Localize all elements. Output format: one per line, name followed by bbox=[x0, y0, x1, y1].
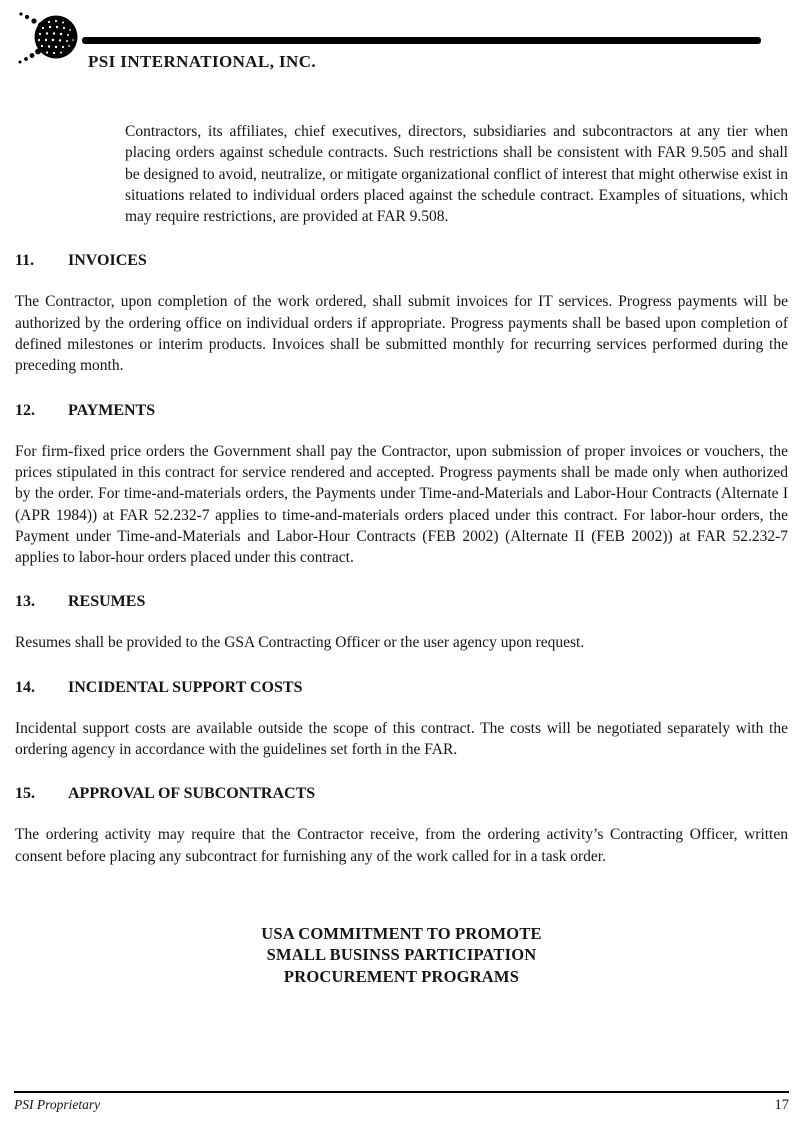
section-number: 15. bbox=[15, 785, 35, 803]
psi-dotted-globe-logo bbox=[16, 8, 80, 70]
continuation-paragraph: Contractors, its affiliates, chief executives, directors, subsidiaries and subcontractors at any tier when placing orders against schedule contracts. Such restrictions shall be consistent with FAR 9.505 and shall be designed to avoid, neutralize, or mitigate organizational conflict of interest that might otherwise exist in situations related to individual orders placed against the schedule contract. Examples of situations, which may require restrictions, are provided at FAR 9.508. bbox=[125, 123, 788, 226]
section-number: 12. bbox=[15, 401, 35, 419]
section-title: INCIDENTAL SUPPORT COSTS bbox=[68, 678, 303, 696]
page-number: 17 bbox=[774, 1097, 789, 1113]
section-incidental-support-costs bbox=[15, 677, 788, 761]
page-footer bbox=[14, 1091, 789, 1114]
section-paragraph: Incidental support costs are available outside the scope of this contract. The costs will be negotiated separately with the ordering agency in accordance with the guidelines set forth in the FAR. bbox=[15, 719, 788, 759]
section-number: 14. bbox=[15, 678, 35, 696]
closing-heading-line: USA COMMITMENT TO PROMOTE bbox=[261, 923, 542, 943]
section-paragraph: For firm-fixed price orders the Government shall pay the Contractor, upon submission of proper invoices or vouchers, the prices stipulated in this contract for service rendered and accepted. Progress payments shall be made only when authorized by the order. For time-and-materials orders, the Payments under Time-and-Materials and Labor-Hour Contracts (Alternate I (APR 1984)) at FAR 52.232-7 applies to time-and-materials orders placed under this contract. For labor-hour orders, the Payment under Time-and-Materials and Labor-Hour Contracts (FEB 2002) (Alternate II (FEB 2002)) at FAR 52.232-7 applies to labor-hour orders placed under this contract. bbox=[15, 442, 788, 567]
section-heading bbox=[15, 591, 788, 612]
closing-heading bbox=[15, 923, 788, 988]
section-paragraph: The Contractor, upon completion of the work ordered, shall submit invoices for IT services. Progress payments will be authorized by the ordering office on individual orders if appropriate. Progress payments shall be based upon completion of defined milestones or interim products. Invoices shall be submitted monthly for recurring services performed during the preceding month. bbox=[15, 293, 788, 375]
closing-heading-line: PROCUREMENT PROGRAMS bbox=[283, 966, 520, 986]
section-invoices bbox=[15, 250, 788, 376]
header-rule bbox=[82, 37, 761, 44]
section-title: PAYMENTS bbox=[68, 401, 156, 419]
section-title: APPROVAL OF SUBCONTRACTS bbox=[68, 785, 316, 803]
section-number: 11. bbox=[15, 252, 35, 270]
closing-heading-line: SMALL BUSINSS PARTICIPATION bbox=[266, 945, 537, 965]
section-heading bbox=[15, 677, 788, 698]
company-name: PSI INTERNATIONAL, INC. bbox=[88, 52, 317, 71]
section-paragraph: The ordering activity may require that the Contractor receive, from the ordering activity’s Contracting Officer, written consent before placing any subcontract for furnishing any of the work called for in a task order. bbox=[15, 826, 788, 865]
section-heading bbox=[15, 400, 788, 421]
section-title: INVOICES bbox=[68, 252, 147, 270]
section-number: 13. bbox=[15, 593, 35, 611]
section-approval-of-subcontracts bbox=[15, 783, 788, 867]
section-heading bbox=[15, 250, 788, 271]
section-title: RESUMES bbox=[68, 593, 146, 611]
globe-icon bbox=[16, 8, 80, 70]
section-resumes bbox=[15, 591, 788, 653]
section-payments bbox=[15, 400, 788, 569]
document-body bbox=[15, 121, 788, 987]
section-paragraph: Resumes shall be provided to the GSA Contracting Officer or the user agency upon request. bbox=[15, 634, 585, 652]
section-heading bbox=[15, 783, 788, 804]
proprietary-label: PSI Proprietary bbox=[14, 1097, 101, 1112]
